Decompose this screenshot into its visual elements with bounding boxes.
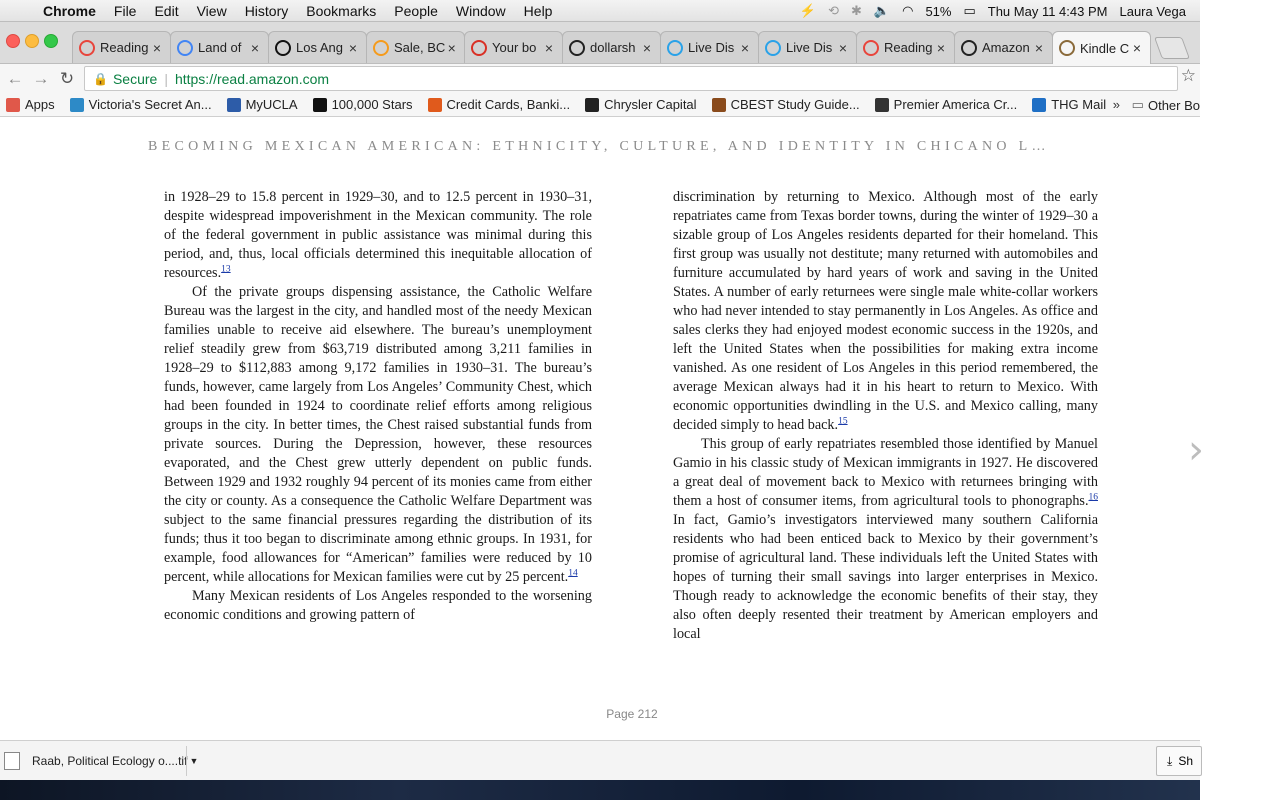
bookmark-label: 100,000 Stars [331,97,413,112]
chrysler-icon [585,98,599,112]
bookmark-item[interactable] [70,97,212,112]
wifi-icon[interactable]: ◠ [902,3,914,18]
browser-tab[interactable] [366,31,465,63]
bank-icon [428,98,442,112]
book-paragraph [164,283,592,587]
bookmark-item[interactable] [712,97,860,112]
forward-icon[interactable]: → [32,68,50,88]
lock-icon[interactable]: 🔒 [93,71,108,86]
browser-tab[interactable] [660,31,759,63]
tab-title: Your bo [492,40,537,55]
menu-history[interactable]: History [244,2,289,19]
battery-icon[interactable]: ▭ [963,3,976,18]
book-paragraph [164,188,592,283]
bookmark-label: Premier America Cr... [893,97,1018,112]
paragraph-text-continued: In fact, Gamio’s investigators interviewed many southern California residents who had been enticed back to Mexico by their government’s promise of agricultural land. These individuals left the United States with hopes of turning their small savings into larger enterprises in Mexico. Though ready to acknowledge the economic benefits of their stay, they also often deeply resented their treatment by American employers and local [673,512,1098,642]
paragraph-text: discrimination by returning to Mexico. Although most of the early repatriates came from Texas border towns, during the winter of 1929–30 a sizable group of Los Angeles residents departed for their homeland. This first group was usually not destitute; many returned with automobiles and furniture accumulated by hard years of work and saving in the United States. A number of early returnees were single male white-collar workers who had never intended to stay permanently in Los Angeles. As office and sales clerks they had enjoyed modest economic success in the 1920s, and left the United States when the possibilities for making extra income vanished. As one resident of Los Angeles in this period remembered, the average Mexican always had it in his heart to return to Mexico. With economic opportunities dwindling in the U.S. and Mexico calling, many decided simply to head back. [673,189,1098,433]
tab-title: Los Ang [296,40,343,55]
gmail-icon [471,40,487,56]
ucla-icon [227,98,241,112]
menu-clock[interactable]: Thu May 11 4:43 PM [987,3,1108,19]
footnote-link[interactable]: 16 [1088,492,1098,503]
tab-title: Kindle C [1080,40,1130,56]
minimize-window-button[interactable] [25,34,39,48]
secure-label[interactable]: Secure [112,70,158,87]
apps-grid-icon [6,98,20,112]
footnote-link[interactable]: 14 [568,568,578,579]
book-paragraph [164,587,592,625]
bookmarks-overflow-button[interactable]: » [1112,97,1120,112]
amazon-icon [961,40,977,56]
download-arrow-icon: ⤓ [1167,753,1173,768]
star-icon [313,98,327,112]
menu-window[interactable]: Window [455,2,506,19]
browser-tab[interactable] [1052,31,1151,64]
menu-bookmarks[interactable]: Bookmarks [306,2,377,19]
desktop-background [0,780,1200,800]
paragraph-text: Of the private groups dispensing assistance, the Catholic Welfare Bureau was the largest in the city, and handled most of the needy Mexican families unable to receive aid elsewhere. The bureau’s unemployment relief steadily grew from $63,719 distributed among 3,211 families in 1928–29 to $112,883 among 9,172 families in 1930–31. The bureau’s funds, however, came largely from Los Angeles’ Community Chest, which had been founded in 1924 to coordinate relief efforts among religious groups in the city. In better times, the Chest raised substantial funds from private sources. During the Depression, however, these resources evaporated, and the Chest grew utterly dependent on public funds. Between 1929 and 1932 roughly 94 percent of its monies came from either the city or county. As a consequence the Catholic Welfare Department was subject to the same financial pressures regarding the distribution of its funds; thus it too began to discriminate among ethnic groups. In 1931, for example, food allowances for “American” families were reduced by 10 percent, while allocations for Mexican families were cut by 25 percent. [164,284,592,585]
show-all-downloads-button[interactable] [1156,746,1202,776]
bookmark-item[interactable] [875,97,1018,112]
browser-tab[interactable] [268,31,367,63]
file-icon [4,752,20,770]
tab-close-icon[interactable]: × [250,39,260,56]
address-separator: | [164,70,168,87]
tab-close-icon[interactable]: × [447,39,456,56]
time-machine-icon[interactable]: ⟲ [828,3,839,18]
page-number: Page 212 [606,707,658,721]
bookmark-label: MyUCLA [245,97,298,112]
bookmark-label: Apps [25,97,55,112]
menu-people[interactable]: People [394,2,438,19]
tab-close-icon[interactable]: × [936,39,946,56]
flash-icon[interactable]: ⚡ [799,3,817,18]
menu-view[interactable]: View [196,2,227,19]
folder-icon: ▭ [1131,97,1144,112]
browser-tab[interactable] [464,31,563,63]
bookmark-item[interactable] [585,97,696,112]
download-item[interactable] [4,746,201,776]
tabs-container [72,31,1186,64]
tab-close-icon[interactable]: × [838,39,848,56]
menu-chrome[interactable]: Chrome [43,2,96,19]
url-text[interactable]: https://read.amazon.com [174,70,330,87]
victorias-secret-icon [70,98,84,112]
browser-tab[interactable] [758,31,857,63]
paragraph-text: in 1928–29 to 15.8 percent in 1929–30, and to 12.5 percent in 1930–31, despite widespread impoverishment in the Mexican community. The role of the federal government in public assistance was minimal during this period, and, thus, local officials determined this inequitable allocation of resources. [164,189,592,281]
other-bookmarks[interactable] [1132,97,1200,113]
skype-icon [765,40,781,56]
reading-loader-icon [79,40,95,56]
bookmark-label: THG Mail [1051,97,1107,112]
tab-close-icon[interactable]: × [544,39,554,56]
bookmarks-list [6,97,1121,112]
new-tab-button[interactable] [1154,37,1190,59]
bluetooth-icon[interactable]: ✱ [851,3,862,18]
bookmark-label: Victoria's Secret An... [88,97,212,112]
tab-close-icon[interactable]: × [1132,40,1142,56]
ulta-icon [373,40,389,56]
cbest-icon [712,98,726,112]
browser-toolbar [0,64,1200,93]
bookmarks-bar [0,93,1200,117]
menu-help[interactable]: Help [523,2,553,19]
reading-loader-icon [863,40,879,56]
close-window-button[interactable] [6,34,20,48]
browser-tab[interactable] [72,31,171,63]
tab-title: dollarsh [590,40,636,55]
kindle-reader [0,117,1204,740]
footnote-link[interactable]: 15 [838,416,848,427]
back-icon[interactable]: ← [6,68,24,88]
tab-close-icon[interactable]: × [348,39,358,56]
download-shelf [0,740,1200,780]
menu-user[interactable]: Laura Vega [1119,3,1186,19]
other-bookmarks-label: Other Bo [1147,97,1200,113]
tab-strip [0,22,1200,64]
bookmark-star-icon[interactable]: ☆ [1180,66,1196,85]
browser-tab[interactable] [856,31,955,63]
book-paragraph [673,435,1098,644]
next-page-arrow-icon[interactable]: › [1188,427,1204,473]
download-filename[interactable]: Raab, Political Ecology o....tif [32,754,188,768]
dollarshave-icon [569,40,585,56]
wdp-icon [275,40,291,56]
paragraph-text: This group of early repatriates resembled those identified by Manuel Gamio in his classic study of Mexican immigrants in 1927. He discovered a great deal of movement back to Mexico with returnees bringing with them a host of consumer items, from agricultural tools to phonographs. [673,436,1098,509]
google-g-icon [177,40,193,56]
bookmark-item[interactable] [313,97,413,112]
tab-title: Live Dis [786,40,833,55]
outlook-icon [1032,98,1046,112]
menu-edit[interactable]: Edit [154,2,179,19]
pacu-icon [875,98,889,112]
tab-close-icon[interactable]: × [152,39,162,56]
battery-percent[interactable]: 51% [925,3,952,19]
reload-icon[interactable]: ↻ [59,68,75,88]
tab-title: Sale, BC [394,40,446,55]
paragraph-text: Many Mexican residents of Los Angeles responded to the worsening economic conditions and growing pattern of [164,588,592,623]
tab-title: Reading [884,40,933,55]
bookmark-item[interactable] [227,97,298,112]
tab-title: Land of [198,40,242,55]
tab-close-icon[interactable]: × [1034,39,1044,56]
footnote-link[interactable]: 13 [221,264,231,275]
show-all-label: Sh [1178,754,1193,768]
tab-close-icon[interactable]: × [642,39,652,56]
bookmark-item[interactable] [428,97,571,112]
book-paragraph [673,188,1098,435]
browser-tab[interactable] [954,31,1053,63]
menu-file[interactable]: File [113,2,137,19]
address-bar[interactable] [84,66,1178,91]
volume-icon[interactable]: 🔈 [873,3,891,18]
browser-tab[interactable] [562,31,661,63]
bookmark-label: Credit Cards, Banki... [446,97,571,112]
right-page-column [673,188,1098,644]
mac-menu-bar [0,0,1200,22]
tab-title: Live Dis [688,40,735,55]
skype-icon [667,40,683,56]
book-title: BECOMING MEXICAN AMERICAN: ETHNICITY, CULTURE, AND IDENTITY IN CHICANO L… [148,139,1050,154]
left-page-column [164,188,592,625]
kindle-icon [1059,40,1075,56]
tab-close-icon[interactable]: × [740,39,750,56]
bookmark-item[interactable] [6,97,55,112]
bookmark-label: CBEST Study Guide... [730,97,860,112]
bookmark-label: Chrysler Capital [604,97,697,112]
browser-tab[interactable] [170,31,269,63]
bookmark-item[interactable] [1032,97,1106,112]
tab-title: Reading [100,40,149,55]
tab-title: Amazon [982,40,1030,55]
zoom-window-button[interactable] [44,34,58,48]
download-menu-chevron-icon[interactable]: ▼ [186,746,201,776]
